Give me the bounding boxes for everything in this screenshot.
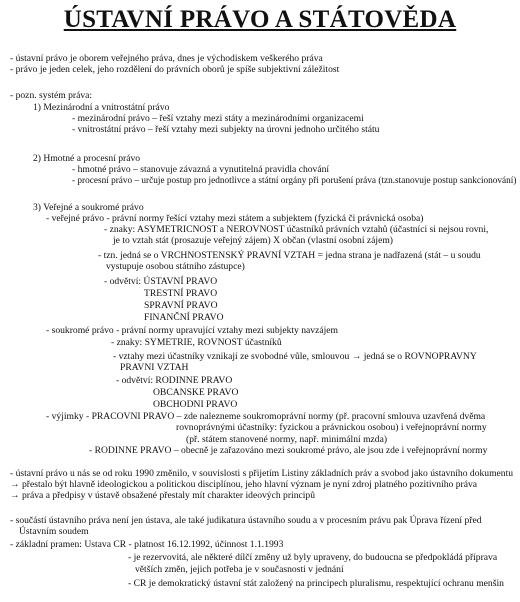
- closing-line: - CR je demokratický ústavní stát založený na principech pluralismu, respektující ochranu menšin: [128, 578, 504, 589]
- section-1-line: - mezinárodní právo – řeší vztahy mezi státy a mezinárodními organizacemi: [72, 113, 364, 124]
- public-law-line: - veřejné právo - právní normy řešící vztahy mezi státem a subjektem (fyzická či právnická osoba): [46, 213, 424, 224]
- public-law-line: je to vztah stát (prosazuje veřejný zájem) X občan (vlastní osobní zájem): [113, 235, 393, 246]
- private-law-line: - znaky: SYMETRIE, ROVNOST účastníků: [111, 337, 282, 348]
- closing-line: větších změn, jejich potřeba je v současnosti v jednání: [135, 564, 344, 575]
- section-2-line: - procesní právo – určuje postup pro jednotlivce a státní orgány při porušení práva (tzn.stanovuje postup sankcionování): [72, 175, 517, 186]
- section-1-line: - vnitrostátní právo – řeší vztahy mezi subjekty na úrovni jednoho určitého státu: [72, 124, 380, 135]
- public-law-line: - tzn. jedná se o VRCHNOSTENSKÝ PRAVNÍ VZTAH = jedna strana je nadřazená (stát – u soudu: [98, 250, 481, 261]
- section-1-title: 1) Mezinárodní a vnitrostátní právo: [33, 102, 170, 113]
- public-law-line: vystupuje osobou státního zástupce): [106, 261, 245, 272]
- private-branch: - odvětví: RODINNE PRAVO: [116, 375, 233, 386]
- public-branch: - odvětví: ÚSTAVNÍ PRAVO: [104, 276, 218, 287]
- closing-line: Ústavním soudem: [19, 526, 89, 537]
- section-2-title: 2) Hmotné a procesní právo: [33, 153, 141, 164]
- history-line: → přestalo být hlavně ideologickou a politickou disciplínou, jeho hlavní význam je nyní zdroj platného pozitivního práva: [10, 479, 478, 490]
- private-law-line: PRAVNI VZTAH: [120, 362, 189, 373]
- section-2-line: - hmotné právo – stanovuje závazná a vynutitelná pravidla chování: [72, 164, 330, 175]
- exception-line: - RODINNE PRAVO – obecně je zařazováno mezi soukromé právo, ale jsou zde i veřejnoprávní normy: [89, 445, 488, 456]
- private-law-line: - soukromé právo - právní normy upravující vztahy mezi subjekty navzájem: [46, 325, 338, 336]
- private-law-line: - vztahy mezi účastníky vznikají ze svobodné vůle, smlouvou → jedná se o ROVNOPRAVNY: [113, 351, 477, 362]
- exception-line: rovnoprávnými účastníky: fyzickou a právnickou osobou) i veřejnoprávní normy: [176, 422, 487, 433]
- public-law-line: - znaky: ASYMETRICNOST a NEROVNOST účastníků právních vztahů (účastníci si nejsou rovni,: [104, 224, 489, 235]
- private-branch: OBCHODNI PRAVO: [153, 399, 238, 410]
- intro-line: - ústavní právo je oborem veřejného práva, dnes je východiskem veškerého práva: [10, 53, 323, 64]
- closing-line: - základní pramen: Ustava CR - platnost 16.12.1992, účinnost 1.1.1993: [10, 539, 284, 550]
- private-branch: OBCANSKE PRAVO: [153, 387, 239, 398]
- closing-line: - je rezervovitá, ale některé dílčí změny už byly upraveny, do budoucna se předpokládá příprava: [128, 552, 498, 563]
- page-title: ÚSTAVNÍ PRÁVO A STÁTOVĚDA: [63, 6, 457, 33]
- history-line: - ústavní právo u nás se od roku 1990 změnilo, v souvislosti s přijetím Listiny základních práv a svobod jako ústavního dokumentu: [10, 468, 514, 479]
- public-branch: FINANČNÍ PRAVO: [144, 312, 224, 323]
- closing-line: - součástí ústavního práva není jen ústava, ale také judikatura ústavního soudu a v procesním právu pak Úprava řízení před: [10, 515, 482, 526]
- section-3-title: 3) Veřejné a soukromé právo: [33, 202, 144, 213]
- public-branch: TRESTNÍ PRAVO: [144, 288, 218, 299]
- public-branch: SPRAVNÍ PRAVO: [144, 300, 218, 311]
- history-line: → práva a předpisy v ústavě obsažené přestaly mít charakter ideových principů: [10, 490, 316, 501]
- exception-line: (př. státem stanovené normy, např. minimální mzda): [186, 434, 388, 445]
- system-heading: - pozn. systém práva:: [10, 90, 93, 101]
- exception-line: - výjimky - PRACOVNI PRAVO – zde nalezneme soukromoprávní normy (př. pracovní smlouva uzavřená dvěma: [46, 411, 486, 422]
- intro-line: - právo je jeden celek, jeho rozdělení do právních oborů je spíše subjektivní záležitost: [10, 64, 340, 75]
